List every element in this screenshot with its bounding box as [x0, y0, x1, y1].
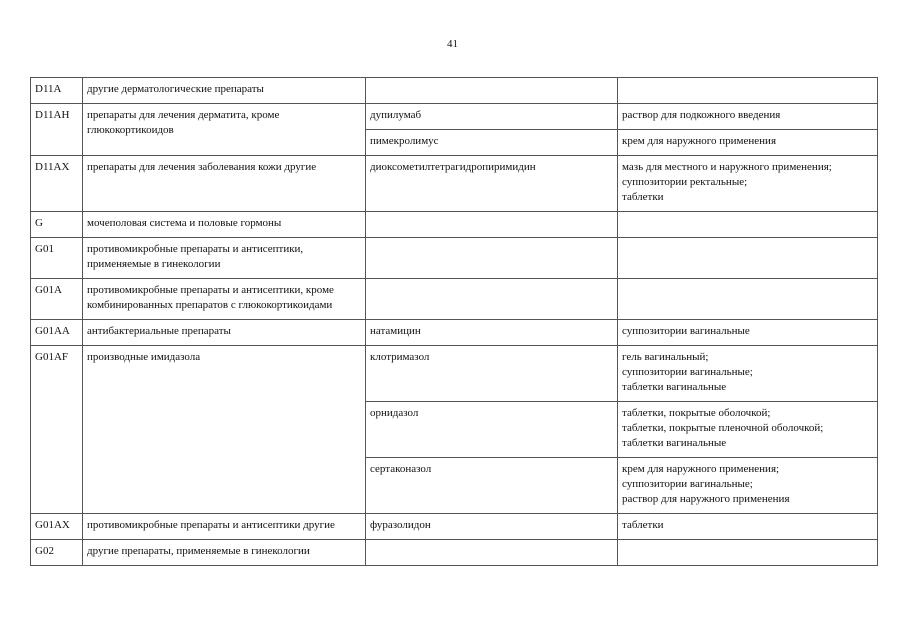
dosage-forms-cell [618, 320, 878, 346]
dosage-form: мазь для местного и наружного применения; [622, 161, 832, 173]
atc-code-cell: G02 [31, 540, 83, 566]
atc-group-name-cell: антибактериальные препараты [83, 320, 366, 346]
dosage-form: таблетки вагинальные [622, 437, 727, 449]
substance-cell [366, 78, 618, 104]
atc-code-cell: G [31, 212, 83, 238]
atc-code-cell: D11AH [31, 104, 83, 156]
table-row [31, 104, 878, 130]
table-row [31, 514, 878, 540]
dosage-form: таблетки вагинальные [622, 381, 727, 393]
page-number: 41 [447, 38, 458, 50]
substance-cell: фуразолидон [366, 514, 618, 540]
atc-code-cell: G01AA [31, 320, 83, 346]
substance-cell: натамицин [366, 320, 618, 346]
dosage-forms-cell [618, 104, 878, 130]
dosage-form: таблетки, покрытые пленочной оболочкой; [622, 422, 824, 434]
dosage-forms-cell [618, 130, 878, 156]
dosage-forms-cell [618, 156, 878, 212]
atc-group-name-cell: другие препараты, применяемые в гинекологии [83, 540, 366, 566]
dosage-form: таблетки [622, 191, 664, 203]
substance-cell: орнидазол [366, 402, 618, 458]
dosage-form: раствор для наружного применения [622, 493, 790, 505]
dosage-form: таблетки, покрытые оболочкой; [622, 407, 771, 419]
atc-group-name-cell: противомикробные препараты и антисептики, применяемые в гинекологии [83, 238, 366, 279]
atc-group-name-cell: препараты для лечения заболевания кожи другие [83, 156, 366, 212]
table-row [31, 346, 878, 402]
atc-group-name-cell: противомикробные препараты и антисептики другие [83, 514, 366, 540]
dosage-forms-cell [618, 238, 878, 279]
substance-cell: сертаконазол [366, 458, 618, 514]
substance-cell: дупилумаб [366, 104, 618, 130]
substance-cell: диоксометилтетрагидропиримидин [366, 156, 618, 212]
dosage-form: крем для наружного применения [622, 135, 777, 147]
dosage-form: таблетки [622, 519, 664, 531]
table-body [31, 78, 878, 566]
atc-code-cell: G01A [31, 279, 83, 320]
dosage-forms-cell [618, 212, 878, 238]
dosage-forms-cell [618, 78, 878, 104]
atc-code-cell: D11A [31, 78, 83, 104]
dosage-form: гель вагинальный; [622, 351, 709, 363]
atc-code-cell: G01 [31, 238, 83, 279]
atc-group-name-cell: препараты для лечения дерматита, кроме глюкокортикоидов [83, 104, 366, 156]
dosage-form: раствор для подкожного введения [622, 109, 781, 121]
dosage-form: суппозитории вагинальные; [622, 478, 753, 490]
atc-code-cell: G01AX [31, 514, 83, 540]
substance-cell: пимекролимус [366, 130, 618, 156]
atc-group-name-cell: производные имидазола [83, 346, 366, 514]
table-row [31, 212, 878, 238]
atc-group-name-cell: другие дерматологические препараты [83, 78, 366, 104]
table-row [31, 238, 878, 279]
substance-cell [366, 238, 618, 279]
substance-cell [366, 212, 618, 238]
table-row [31, 279, 878, 320]
table-row [31, 540, 878, 566]
atc-group-name-cell: противомикробные препараты и антисептики, кроме комбинированных препаратов с глюкокортикоидами [83, 279, 366, 320]
dosage-form: крем для наружного применения; [622, 463, 780, 475]
drug-classification-table [30, 77, 878, 566]
atc-code-cell: G01AF [31, 346, 83, 514]
substance-cell: клотримазол [366, 346, 618, 402]
table-row [31, 78, 878, 104]
dosage-forms-cell [618, 279, 878, 320]
substance-cell [366, 279, 618, 320]
dosage-forms-cell [618, 540, 878, 566]
dosage-form: суппозитории вагинальные [622, 325, 750, 337]
table-row [31, 320, 878, 346]
dosage-forms-cell [618, 514, 878, 540]
dosage-form: суппозитории вагинальные; [622, 366, 753, 378]
table-row [31, 156, 878, 212]
substance-cell [366, 540, 618, 566]
dosage-forms-cell [618, 346, 878, 402]
atc-code-cell: D11AX [31, 156, 83, 212]
dosage-forms-cell [618, 458, 878, 514]
dosage-forms-cell [618, 402, 878, 458]
atc-group-name-cell: мочеполовая система и половые гормоны [83, 212, 366, 238]
dosage-form: суппозитории ректальные; [622, 176, 748, 188]
